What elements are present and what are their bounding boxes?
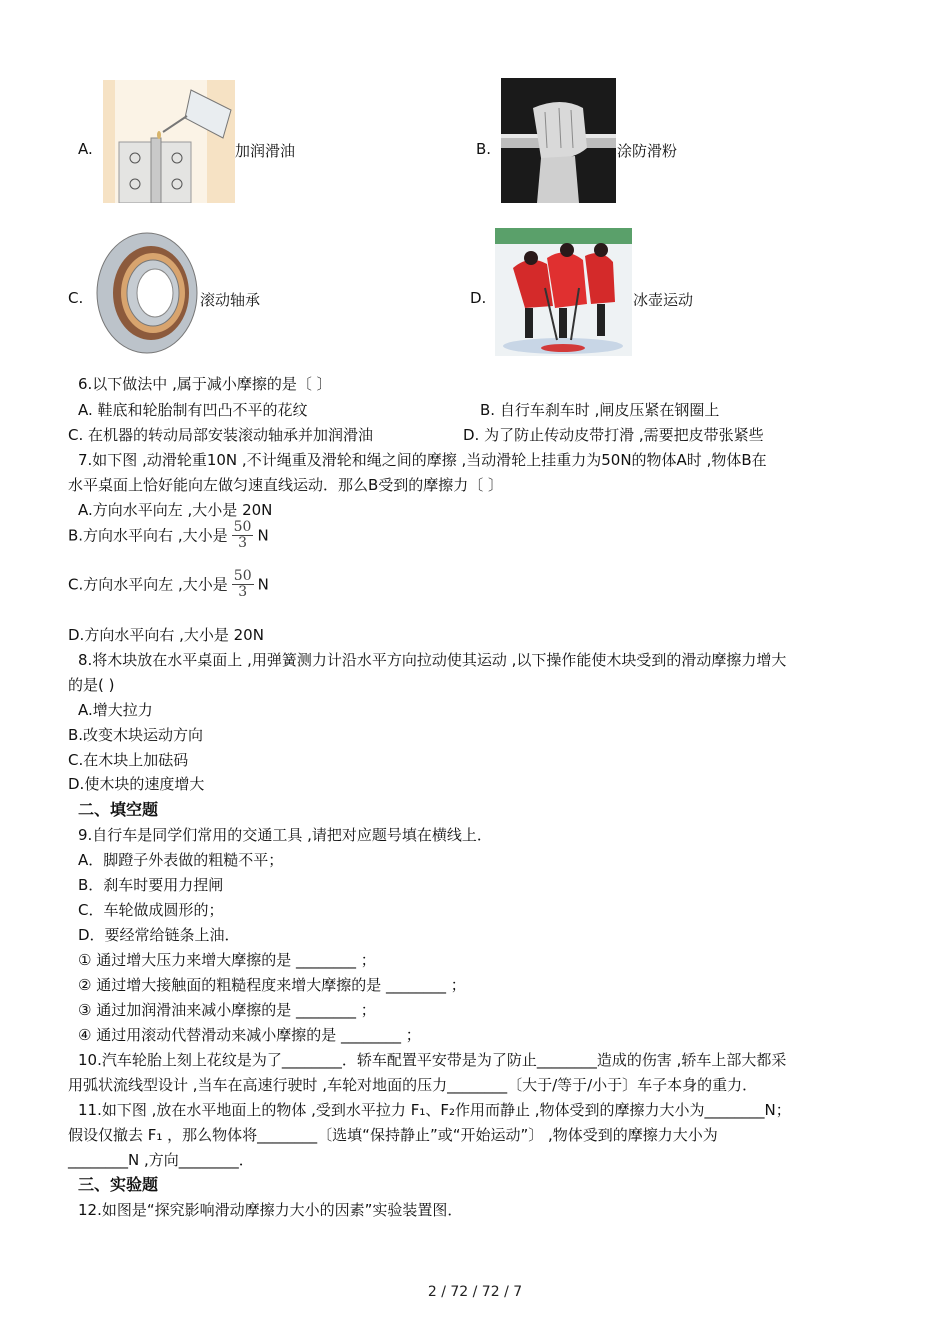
q9-stem: 9.自行车是同学们常用的交通工具 ,请把对应题号填在横线上． <box>78 826 492 844</box>
q6-option-d: D. 为了防止传动皮带打滑 ,需要把皮带张紧些 <box>463 426 764 444</box>
fraction-numerator: 50 <box>233 568 252 584</box>
q9-item-b: B．刹车时要用力捏闸 <box>78 876 224 894</box>
hinge-oil-image <box>103 80 235 203</box>
q8-stem-line1: 8.将木块放在水平桌面上 ,用弹簧测力计沿水平方向拉动使其运动 ,以下操作能使木块受到的滑动摩擦力增大 <box>78 651 787 669</box>
q10-line1: 10.汽车轮胎上刻上花纹是为了________．轿车配置平安带是为了防止________造成的伤害 ,轿车上部大都采 <box>78 1051 787 1069</box>
figure-d-caption: 冰壶运动 <box>633 291 694 309</box>
q9-blank-1: ① 通过增大压力来增大摩擦的是 ________ ； <box>78 951 376 969</box>
fraction-numerator: 50 <box>233 519 252 535</box>
figure-b-letter: B. <box>476 140 492 158</box>
q8-option-c: C.在木块上加砝码 <box>68 751 189 769</box>
q7-option-c-text: C.方向水平向左 ,大小是 <box>68 575 228 594</box>
fraction-denominator: 3 <box>238 584 248 600</box>
figure-d-letter: D. <box>470 289 487 307</box>
q9-item-a: A．脚蹬子外表做的粗糙不平； <box>78 851 284 869</box>
q7-stem-line1: 7.如下图 ,动滑轮重10N ,不计绳重及滑轮和绳之间的摩擦 ,当动滑轮上挂重力为50N的物体A时 ,物体B在 <box>78 451 767 469</box>
q7-option-c <box>68 569 269 600</box>
section-heading-experiment: 三、实验题 <box>78 1175 159 1194</box>
fraction <box>232 569 254 600</box>
figure-c-letter: C. <box>68 289 84 307</box>
q6-option-a: A. 鞋底和轮胎制有凹凸不平的花纹 <box>78 401 308 419</box>
q7-stem-line2: 水平桌面上恰好能向左做匀速直线运动．那么B受到的摩擦力〔 〕 <box>68 476 504 494</box>
q9-item-c: C．车轮做成圆形的； <box>78 901 224 919</box>
q7-option-a: A.方向水平向左 ,大小是 20N <box>78 501 273 519</box>
q6-option-c: C. 在机器的转动局部安装滚动轴承并加润滑油 <box>68 426 374 444</box>
q8-stem-line2: 的是( ) <box>68 676 115 694</box>
q12-stem: 12.如图是“探究影响滑动摩擦力大小的因素”实验装置图． <box>78 1201 463 1219</box>
bearing-image <box>93 230 200 355</box>
figure-b-caption: 涂防滑粉 <box>617 142 678 160</box>
q9-blank-4: ④ 通过用滚动代替滑动来减小摩擦的是 ________ ； <box>78 1026 421 1044</box>
unit: N <box>257 526 269 545</box>
q8-option-b: B.改变木块运动方向 <box>68 726 204 744</box>
fraction <box>232 520 254 551</box>
q11-line3: ________N ,方向________． <box>68 1151 254 1169</box>
q9-item-d: D．要经常给链条上油． <box>78 926 240 944</box>
unit: N <box>257 575 269 594</box>
q10-line2: 用弧状流线型设计 ,当车在高速行驶时 ,车轮对地面的压力________〔大于/等于/小于〕车子本身的重力． <box>68 1076 758 1094</box>
section-heading-fill-in: 二、填空题 <box>78 800 159 819</box>
page-number: 2 / 72 / 72 / 7 <box>427 1284 523 1300</box>
q9-blank-3: ③ 通过加润滑油来减小摩擦的是 ________ ； <box>78 1001 376 1019</box>
q11-line2: 假设仅撤去 F₁ ，那么物体将________〔选填“保持静止”或“开始运动”〕 ,物体受到的摩擦力大小为 <box>68 1126 718 1144</box>
q11-line1: 11.如下图 ,放在水平地面上的物体 ,受到水平拉力 F₁、F₂作用而静止 ,物体受到的摩擦力大小为________N； <box>78 1101 791 1119</box>
figure-a-letter: A. <box>78 140 93 158</box>
q9-blank-2: ② 通过增大接触面的粗糙程度来增大摩擦的是 ________ ； <box>78 976 466 994</box>
q8-option-a: A.增大拉力 <box>78 701 153 719</box>
figure-a-caption: 加润滑油 <box>235 142 296 160</box>
q6-stem: 6.以下做法中 ,属于减小摩擦的是〔 〕 <box>78 375 332 393</box>
q7-option-b-text: B.方向水平向右 ,大小是 <box>68 526 228 545</box>
q7-option-d: D.方向水平向右 ,大小是 20N <box>68 626 264 644</box>
q8-option-d: D.使木块的速度增大 <box>68 775 205 793</box>
q7-option-b <box>68 520 269 551</box>
figure-c-caption: 滚动轴承 <box>200 291 261 309</box>
hand-grip-image <box>501 78 616 203</box>
q6-option-b: B. 自行车刹车时 ,闸皮压紧在钢圈上 <box>480 401 720 419</box>
curling-image <box>495 228 632 356</box>
fraction-denominator: 3 <box>238 535 247 551</box>
